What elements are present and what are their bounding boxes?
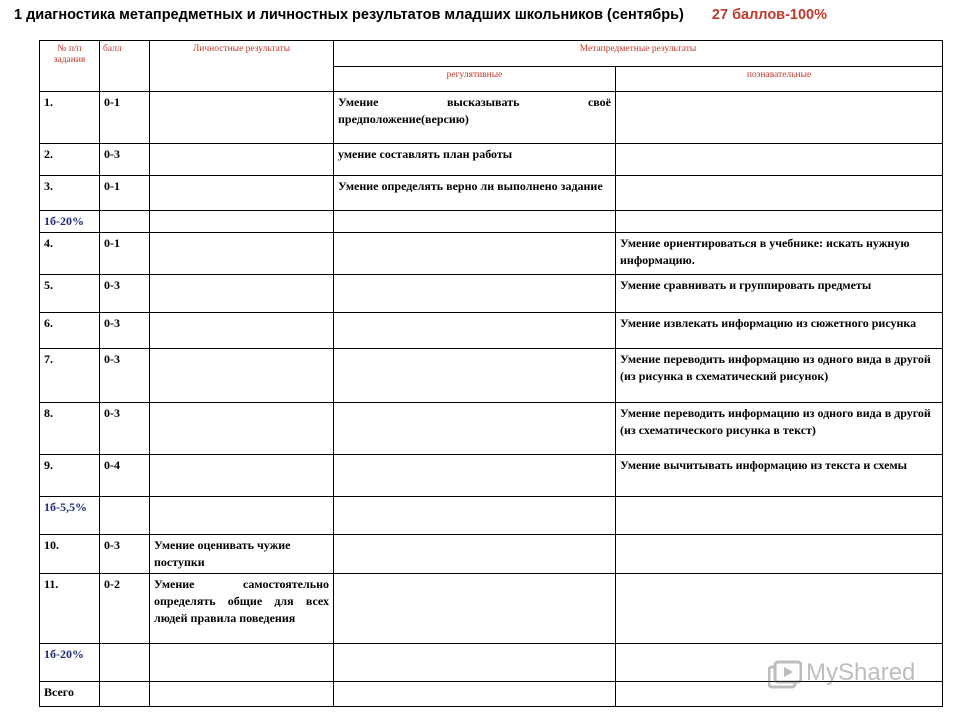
- cell-cognitive: [616, 535, 943, 574]
- cell-personal: [150, 275, 334, 313]
- cell-num: 9.: [40, 455, 100, 497]
- cell-num: 1б-20%: [40, 644, 100, 682]
- cell-ball: 0-4: [100, 455, 150, 497]
- header-num: № п/п задания: [40, 41, 100, 92]
- cell-num: 7.: [40, 349, 100, 403]
- cell-ball: [100, 644, 150, 682]
- table-row: [40, 176, 943, 211]
- watermark-text: MyShared: [806, 659, 916, 686]
- cell-ball: 0-1: [100, 176, 150, 211]
- table-row: [40, 313, 943, 349]
- cell-ball: 0-3: [100, 535, 150, 574]
- table-row: [40, 349, 943, 403]
- cell-num: 1б-5,5%: [40, 497, 100, 535]
- header-cognitive: познавательные: [616, 67, 943, 92]
- cell-ball: 0-3: [100, 275, 150, 313]
- cell-ball: 0-1: [100, 233, 150, 275]
- cell-cognitive: Умение переводить информацию из одного вида в другой (из схематического рисунка в текст): [616, 403, 943, 455]
- cell-cognitive: Умение ориентироваться в учебнике: искать нужную информацию.: [616, 233, 943, 275]
- header-ball: балл: [100, 41, 150, 92]
- cell-num: 5.: [40, 275, 100, 313]
- subtotal-row: [40, 211, 943, 233]
- cell-personal: [150, 644, 334, 682]
- header-meta: Метапредметные результаты: [334, 41, 943, 67]
- cell-personal: [150, 144, 334, 176]
- table-row: [40, 403, 943, 455]
- cell-regulative: [334, 455, 616, 497]
- table-row: [40, 92, 943, 144]
- cell-personal: Умение самостоятельно определять общие для всех людей правила поведения: [150, 574, 334, 644]
- cell-cognitive: [616, 211, 943, 233]
- cell-personal: [150, 313, 334, 349]
- cell-num: 10.: [40, 535, 100, 574]
- table-row: [40, 574, 943, 644]
- cell-personal: Умение оценивать чужие поступки: [150, 535, 334, 574]
- cell-personal: [150, 176, 334, 211]
- cell-cognitive: Умение вычитывать информацию из текста и схемы: [616, 455, 943, 497]
- title-text: 1 диагностика метапредметных и личностных результатов младших школьников (сентябрь): [14, 7, 684, 23]
- cell-regulative: [334, 574, 616, 644]
- cell-personal: [150, 497, 334, 535]
- cell-ball: 0-1: [100, 92, 150, 144]
- header-regulative: регулятивные: [334, 67, 616, 92]
- cell-num: 1б-20%: [40, 211, 100, 233]
- cell-cognitive: [616, 574, 943, 644]
- cell-ball: 0-3: [100, 349, 150, 403]
- cell-ball: [100, 211, 150, 233]
- cell-personal: [150, 403, 334, 455]
- cell-num: Всего: [40, 682, 100, 707]
- cell-personal: [150, 92, 334, 144]
- cell-num: 1.: [40, 92, 100, 144]
- cell-ball: [100, 497, 150, 535]
- table-row: [40, 144, 943, 176]
- subtotal-row: [40, 497, 943, 535]
- table-row: [40, 535, 943, 574]
- cell-regulative: [334, 535, 616, 574]
- cell-ball: 0-3: [100, 144, 150, 176]
- cell-regulative: [334, 233, 616, 275]
- watermark: [768, 660, 928, 692]
- table-row: [40, 455, 943, 497]
- cell-cognitive: Умение извлекать информацию из сюжетного рисунка: [616, 313, 943, 349]
- cell-regulative: [334, 349, 616, 403]
- cell-personal: [150, 211, 334, 233]
- cell-regulative: [334, 313, 616, 349]
- cell-personal: [150, 349, 334, 403]
- cell-regulative: [334, 403, 616, 455]
- cell-num: 8.: [40, 403, 100, 455]
- cell-cognitive: [616, 497, 943, 535]
- table-row: [40, 275, 943, 313]
- cell-regulative: [334, 211, 616, 233]
- cell-ball: 0-2: [100, 574, 150, 644]
- page-title: [14, 7, 827, 27]
- cell-cognitive: Умение сравнивать и группировать предметы: [616, 275, 943, 313]
- cell-ball: 0-3: [100, 313, 150, 349]
- myshared-logo-icon: [768, 660, 802, 692]
- cell-num: 11.: [40, 574, 100, 644]
- cell-cognitive: [616, 176, 943, 211]
- cell-regulative: Умение определять верно ли выполнено задание: [334, 176, 616, 211]
- cell-ball: [100, 682, 150, 707]
- cell-ball: 0-3: [100, 403, 150, 455]
- cell-regulative: [334, 682, 616, 707]
- cell-num: 3.: [40, 176, 100, 211]
- cell-personal: [150, 455, 334, 497]
- header-personal: Личностные результаты: [150, 41, 334, 92]
- cell-regulative: [334, 497, 616, 535]
- cell-regulative: [334, 644, 616, 682]
- cell-cognitive: [616, 92, 943, 144]
- cell-regulative: Умение высказывать своё предположение(версию): [334, 92, 616, 144]
- cell-num: 4.: [40, 233, 100, 275]
- title-score: 27 баллов-100%: [711, 7, 827, 23]
- header-row-1: [40, 41, 943, 67]
- cell-personal: [150, 233, 334, 275]
- diagnostics-table: [39, 40, 943, 707]
- cell-cognitive: [616, 144, 943, 176]
- cell-num: 6.: [40, 313, 100, 349]
- cell-personal: [150, 682, 334, 707]
- table-row: [40, 233, 943, 275]
- cell-regulative: умение составлять план работы: [334, 144, 616, 176]
- cell-num: 2.: [40, 144, 100, 176]
- cell-regulative: [334, 275, 616, 313]
- cell-cognitive: Умение переводить информацию из одного вида в другой (из рисунка в схематический рисунок): [616, 349, 943, 403]
